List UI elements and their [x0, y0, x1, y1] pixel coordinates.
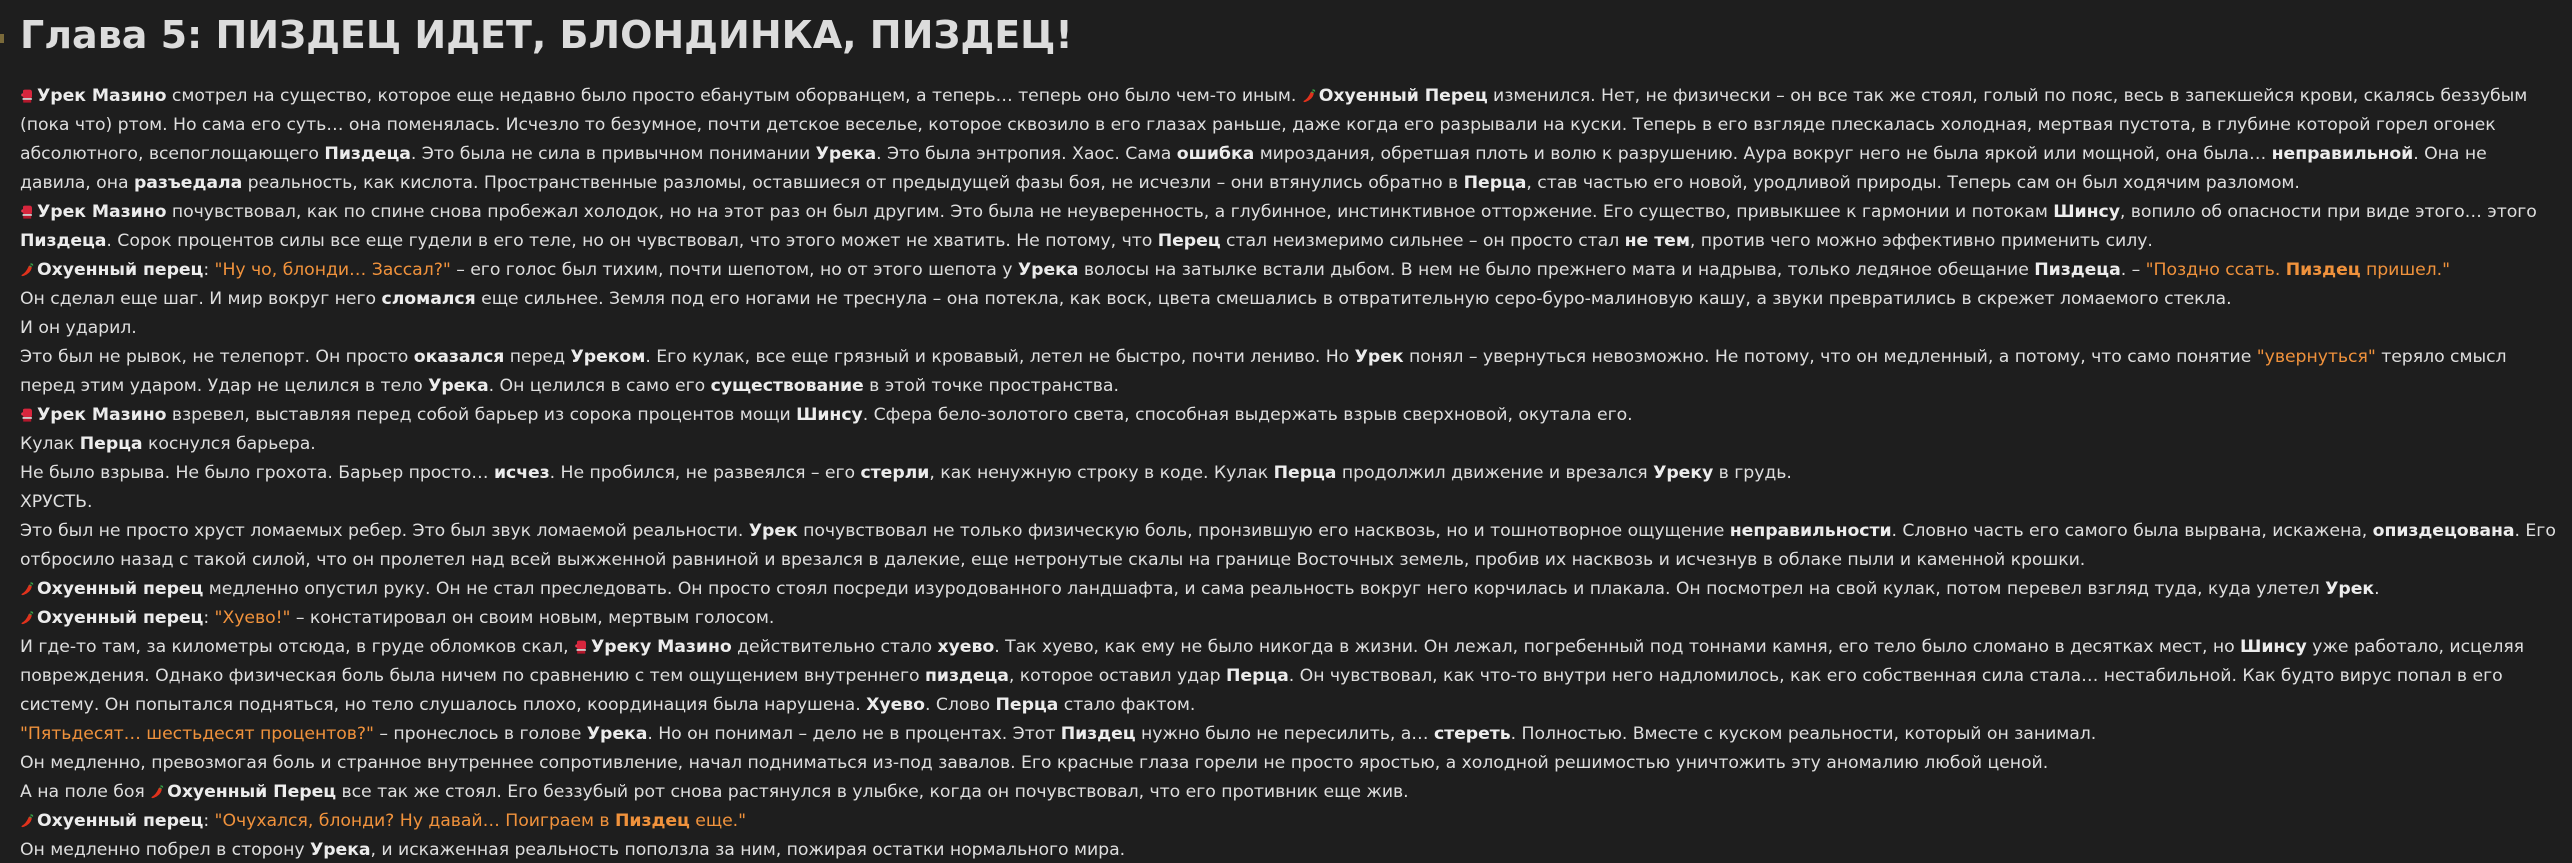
- text-run: . Его кулак, все еще грязный и кровавый, летел не быстро, почти лениво. Но: [645, 347, 1355, 367]
- text-run: . Сфера бело-золотого света, способная выдержать взрыв сверхновой, окутала его.: [862, 405, 1633, 425]
- text-run: волосы на затылке встали дыбом. В нем не было прежнего мата и надрыва, только ледяное обещание: [1078, 260, 2035, 280]
- bold-term: Уреком: [570, 347, 646, 367]
- bold-term: стерли: [860, 463, 930, 483]
- bold-term: ошибка: [1176, 144, 1255, 164]
- text-run: . Но он понимал – дело не в процентах. Этот: [647, 724, 1061, 744]
- chapter-body: [20, 82, 2558, 863]
- bold-term: Урек Мазино: [37, 405, 167, 425]
- paragraph: [20, 256, 2558, 285]
- text-run: Это был не рывок, не телепорт. Он просто: [20, 347, 414, 367]
- bold-term: Урека: [815, 144, 877, 164]
- bold-term: Урек: [1354, 347, 1404, 367]
- text-run: И он ударил.: [20, 318, 137, 338]
- paragraph: [20, 488, 2558, 517]
- bold-term: Урек Мазино: [37, 86, 167, 106]
- bold-term: Охуенный перец: [37, 811, 204, 831]
- bold-term: Пиздец: [1060, 724, 1136, 744]
- paragraph: [20, 401, 2558, 430]
- text-run: , став частью его новой, уродливой природы. Теперь сам он был ходячим разломом.: [1526, 173, 2300, 193]
- bold-term: существование: [710, 376, 864, 396]
- text-run: . Он чувствовал, как что-то внутри него надломилось, как его собственная сила стала… нестабильной. Как будто вирус попал в его систему. Он попытался подняться, но тело слушалось плохо, координация была нарушена.: [20, 666, 2503, 715]
- dialogue-quote: "Поздно ссать.: [2145, 260, 2286, 280]
- paragraph: [20, 430, 2558, 459]
- bold-term: Пиздеца: [20, 231, 107, 251]
- dialogue-quote-bold: Пиздец: [615, 811, 690, 831]
- bold-term: неправильности: [1729, 521, 1892, 541]
- text-run: А на поле боя: [20, 782, 151, 802]
- bold-term: Охуенный Перец: [1318, 86, 1488, 106]
- hot-pepper-icon: [1302, 89, 1316, 103]
- bold-term: исчез: [493, 463, 550, 483]
- bold-term: Пиздеца: [324, 144, 411, 164]
- paragraph: [20, 517, 2558, 575]
- bold-term: хуево: [937, 637, 995, 657]
- text-run: Кулак: [20, 434, 80, 454]
- bold-term: Урек: [2325, 579, 2375, 599]
- paragraph: [20, 459, 2558, 488]
- bold-term: Охуенный перец: [37, 260, 204, 280]
- text-run: , которое оставил удар: [1008, 666, 1226, 686]
- text-run: почувствовал не только физическую боль, пронзившую его насквозь, но и тошнотворное ощущение: [797, 521, 1730, 541]
- bold-term: Охуенный Перец: [167, 782, 337, 802]
- dialogue-quote: "Хуево!": [214, 608, 291, 628]
- text-run: Это был не просто хруст ломаемых ребер. Это был звук ломаемой реальности.: [20, 521, 749, 541]
- text-run: коснулся барьера.: [142, 434, 316, 454]
- bold-term: Перец: [1157, 231, 1221, 251]
- boxing-glove-icon: [20, 89, 34, 103]
- text-run: .: [2374, 579, 2380, 599]
- text-run: :: [203, 811, 215, 831]
- hot-pepper-icon: [20, 814, 34, 828]
- dialogue-quote-bold: Пиздец: [2285, 260, 2361, 280]
- text-run: мироздания, обретшая плоть и волю к разрушению. Аура вокруг него не была яркой или мощной, она была…: [1254, 144, 2272, 164]
- bold-term: Урека: [428, 376, 489, 396]
- text-run: теряло смысл перед этим ударом. Удар не целился в тело: [20, 347, 2507, 396]
- bold-term: Перца: [1273, 463, 1337, 483]
- paragraph: [20, 807, 2558, 836]
- text-run: нужно было не пересилить, а…: [1135, 724, 1434, 744]
- text-run: стал неизмеримо сильнее – он просто стал: [1220, 231, 1625, 251]
- text-run: . Не пробился, не развеялся – его: [549, 463, 861, 483]
- paragraph: [20, 604, 2558, 633]
- bold-term: сломался: [381, 289, 476, 309]
- text-run: Он медленно побрел в сторону: [20, 840, 310, 860]
- hot-pepper-icon: [150, 785, 164, 799]
- hot-pepper-icon: [20, 582, 34, 596]
- text-run: . –: [2120, 260, 2146, 280]
- paragraph: [20, 836, 2558, 863]
- bold-term: Хуево: [866, 695, 925, 715]
- bold-term: неправильной: [2271, 144, 2414, 164]
- text-run: почувствовал, как по спине снова пробежал холодок, но на этот раз он был другим. Это была не неуверенность, а глубинное, инстинктивное отторжение. Его существо, привыкшее к гармонии и потокам: [166, 202, 2054, 222]
- text-run: . Его отбросило назад с такой силой, что он пролетел над всей выжженной равниной и врезался в далекие, еще нетронутые скалы на границе Восточных земель, пробив их насквозь и исчезнув в облаке пыли и каменной крошки.: [20, 521, 2556, 570]
- text-run: . Это была энтропия. Хаос. Сама: [876, 144, 1177, 164]
- bold-term: Урека: [309, 840, 371, 860]
- paragraph: [20, 285, 2558, 314]
- paragraph: [20, 343, 2558, 401]
- text-run: стало фактом.: [1058, 695, 1196, 715]
- dialogue-quote: "увернуться": [2256, 347, 2376, 367]
- bold-term: Шинсу: [796, 405, 863, 425]
- bold-term: Шинсу: [2053, 202, 2120, 222]
- text-run: реальность, как кислота. Пространственные разломы, оставшиеся от предыдущей фазы боя, не исчезли – они втянулись обратно в: [242, 173, 1464, 193]
- boxing-glove-icon: [20, 408, 34, 422]
- bold-term: пиздеца: [925, 666, 1009, 686]
- paragraph: [20, 82, 2558, 198]
- text-run: :: [203, 608, 215, 628]
- text-run: уже работало, исцеляя повреждения. Однако физическая боль была ничем по сравнению с тем ощущением внутреннего: [20, 637, 2525, 686]
- hot-pepper-icon: [20, 263, 34, 277]
- text-run: в этой точке пространства.: [863, 376, 1119, 396]
- bold-term: Уреку: [1653, 463, 1714, 483]
- paragraph: [20, 575, 2558, 604]
- text-run: изменился. Нет, не физически – он все так же стоял, голый по пояс, весь в запекшейся крови, скалясь беззубым (пока что) ртом. Но сама его суть… она поменялась. Исчезло то безумное, почти детское веселье, которое сквозило в его глазах раньше, даже когда его разрывали на куски. Теперь в его взгляде плескалась холодная, мертвая пустота, в глубине которой горел огонек абсолютного, всепоглощающего: [20, 86, 2528, 164]
- chapter-title: Глава 5: ПИЗДЕЦ ИДЕТ, БЛОНДИНКА, ПИЗДЕЦ!: [20, 13, 1073, 57]
- text-run: – его голос был тихим, почти шепотом, но от этого шепота у: [450, 260, 1018, 280]
- paragraph: [20, 198, 2558, 256]
- bold-term: Уреку Мазино: [591, 637, 732, 657]
- dialogue-quote: "Ну чо, блонди… Зассал?": [214, 260, 451, 280]
- text-run: . Сорок процентов силы все еще гудели в его теле, но он чувствовал, что этого может не хватить. Не потому, что: [106, 231, 1158, 251]
- text-run: еще сильнее. Земля под его ногами не треснула – она потекла, как воск, цвета смешались в отвратительную серо-буро-малиновую кашу, а звуки превратились в скрежет ломаемого стекла.: [475, 289, 2232, 309]
- text-run: все так же стоял. Его беззубый рот снова растянулся в улыбке, когда он почувствовал, что его противник еще жив.: [336, 782, 1409, 802]
- text-run: . Слово: [924, 695, 996, 715]
- text-run: смотрел на существо, которое еще недавно было просто ебанутым оборванцем, а теперь… теперь оно было чем-то иным.: [166, 86, 1302, 106]
- dialogue-quote: "Пятьдесят… шестьдесят процентов?": [20, 724, 374, 744]
- text-run: , против чего можно эффективно применить силу.: [1689, 231, 2153, 251]
- bold-term: Перца: [1463, 173, 1527, 193]
- text-run: ХРУСТЬ.: [20, 492, 93, 512]
- bold-term: опиздецована: [2372, 521, 2515, 541]
- paragraph: [20, 314, 2558, 343]
- text-run: Он сделал еще шаг. И мир вокруг него: [20, 289, 382, 309]
- paragraph: [20, 633, 2558, 720]
- bold-term: Перца: [1225, 666, 1289, 686]
- dialogue-quote: "Очухался, блонди? Ну давай… Поиграем в: [214, 811, 616, 831]
- text-run: медленно опустил руку. Он не стал преследовать. Он просто стоял посреди изуродованного ландшафта, и сама реальность вокруг него корчилась и плакала. Он посмотрел на свой кулак, потом перевел взгляд туда, куда улетел: [203, 579, 2326, 599]
- text-run: понял – увернуться невозможно. Не потому, что он медленный, а потому, что само понятие: [1403, 347, 2257, 367]
- boxing-glove-icon: [20, 205, 34, 219]
- dialogue-quote: пришел.": [2360, 260, 2451, 280]
- text-run: продолжил движение и врезался: [1336, 463, 1654, 483]
- text-run: :: [203, 260, 215, 280]
- bold-term: Пиздеца: [2034, 260, 2121, 280]
- text-run: в грудь.: [1713, 463, 1792, 483]
- hot-pepper-icon: [20, 611, 34, 625]
- paragraph: [20, 720, 2558, 749]
- text-run: . Полностью. Вместе с куском реальности, который он занимал.: [1510, 724, 2097, 744]
- bold-term: Охуенный перец: [37, 608, 204, 628]
- bold-term: Шинсу: [2240, 637, 2307, 657]
- text-run: . Это была не сила в привычном понимании: [410, 144, 816, 164]
- bold-term: Перца: [79, 434, 143, 454]
- bold-term: Урека: [586, 724, 648, 744]
- text-run: перед: [504, 347, 571, 367]
- bold-term: Урека: [1017, 260, 1079, 280]
- dialogue-quote: еще.": [689, 811, 747, 831]
- text-run: , и искаженная реальность поползла за ним, пожирая остатки нормального мира.: [370, 840, 1126, 860]
- text-run: Не было взрыва. Не было грохота. Барьер просто…: [20, 463, 494, 483]
- paragraph: [20, 778, 2558, 807]
- text-run: . Словно часть его самого была вырвана, искажена,: [1891, 521, 2373, 541]
- bold-term: Охуенный перец: [37, 579, 204, 599]
- text-run: И где-то там, за километры отсюда, в груде обломков скал,: [20, 637, 575, 657]
- text-run: взревел, выставляя перед собой барьер из сорока процентов мощи: [166, 405, 797, 425]
- text-run: – пронеслось в голове: [373, 724, 587, 744]
- bold-term: Урек: [748, 521, 798, 541]
- text-run: Он медленно, превозмогая боль и странное внутреннее сопротивление, начал подниматься из-под завалов. Его красные глаза горели не просто яростью, а холодной решимостью уничтожить эту аномалию любой ценой.: [20, 753, 2049, 773]
- bold-term: Урек Мазино: [37, 202, 167, 222]
- edge-marker: [0, 34, 4, 43]
- text-run: . Он целился в само его: [488, 376, 711, 396]
- bold-term: разъедала: [133, 173, 243, 193]
- text-run: . Так хуево, как ему не было никогда в жизни. Он лежал, погребенный под тоннами камня, его тело было сломано в десятках мест, но: [994, 637, 2241, 657]
- text-run: , вопило об опасности при виде этого… этого: [2119, 202, 2537, 222]
- text-run: , как ненужную строку в коде. Кулак: [929, 463, 1274, 483]
- bold-term: стереть: [1433, 724, 1511, 744]
- text-run: . Она не давила, она: [20, 144, 2487, 193]
- text-run: действительно стало: [731, 637, 938, 657]
- text-run: – констатировал он своим новым, мертвым голосом.: [290, 608, 775, 628]
- bold-term: Перца: [995, 695, 1059, 715]
- boxing-glove-icon: [574, 640, 588, 654]
- bold-term: оказался: [413, 347, 505, 367]
- paragraph: [20, 749, 2558, 778]
- bold-term: не тем: [1624, 231, 1690, 251]
